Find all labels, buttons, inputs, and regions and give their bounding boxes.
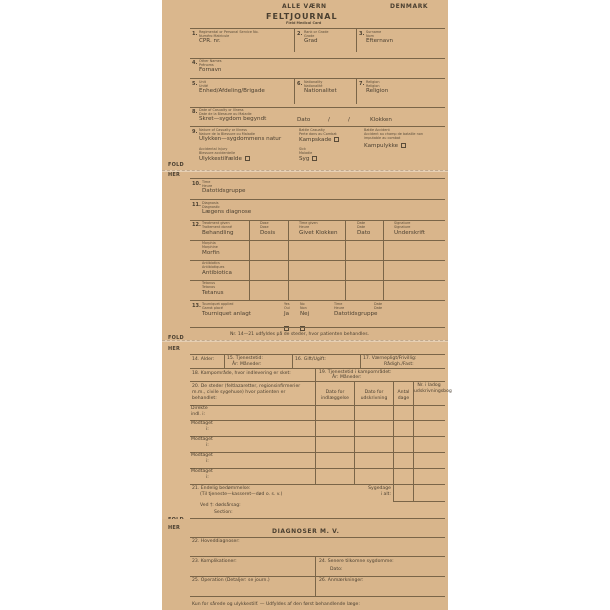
row-antibiotics[interactable]: Antibiotics Antibiotiques Antibiotica (202, 261, 232, 276)
fold-label: HER (168, 346, 181, 352)
field-combat-area[interactable]: 18. Kampområde, hvor indlevering er sket: (192, 371, 291, 376)
card-subtitle: Field Medical Card (286, 21, 322, 25)
field-rank[interactable]: Grad (304, 38, 318, 44)
tourniquet-time: Time Heure (334, 302, 345, 310)
instruction-note: Nr. 14—21 udfyldes på de steder, hvor patienten behandles. (230, 332, 370, 337)
field-combat-service[interactable]: 19. Tjenestetid i kampområdet: (319, 370, 392, 375)
field-first-name[interactable]: Fornavn (199, 67, 222, 73)
treatment-places-label: 20. De steder (feltlazaretter, regionsinfirmerier m.m., civile sygehuse) hvor patienten er behandlet: (192, 384, 301, 401)
tourniquet-date: Date Date (374, 302, 383, 310)
field-remarks[interactable]: 26. Anmærkninger: (319, 578, 364, 583)
fold-label: FOLD (168, 162, 184, 168)
service-label: ALLE VÆRN (282, 3, 327, 10)
field-unit[interactable]: Enhed/Afdeling/Brigade (199, 88, 265, 94)
field-nationality[interactable]: Nationalitet (304, 88, 337, 94)
row-received[interactable]: Modtaget i: (191, 421, 213, 432)
col-signature: Signature Signature Underskrift (394, 221, 426, 236)
field-complications[interactable]: 23. Komplikationer: (192, 559, 237, 564)
tourniquet-yes[interactable]: Yes Oui Ja (284, 303, 290, 337)
field-date[interactable]: Dato (297, 117, 311, 123)
footer-note: Kun for sårede og ulykkestilf. — Udfyldes af den først behandlende læge: (192, 602, 360, 607)
fold-label: HER (168, 172, 181, 178)
row-direct-admission[interactable]: Direkte indl. i: (191, 406, 208, 417)
row-received[interactable]: Modtaget i: (191, 469, 213, 480)
field-operation[interactable]: 25. Operation (Detaljer: se journ.) (192, 578, 270, 583)
card-panel-1: ALLE VÆRN DENMARK FELTJOURNAL Field Medical Card 1. Regimental or Personal Service No. Numéro Matricule CPR. nr. 2. Rank or Grade Grade Grad 3. Surname Nom Efternavn 4. Other Names Prénoms Fornavn 5. Unit Unité Enhed/Afdeling/Brigade 6. Nationality Nationalité Nationalitet 7. Religion Religion Religion 8. Date of Casualty or Illness Date de la Blessure ou Maladie Skret—sygdom begyndt Dato / / Klokken 9. Nature of Casualty or Illness Nature de la Blessure ou Maladie Ulykken—sygdommens natur Battle Casualty Perte dans au Combat Kampskade Battle Accident Accident au champ de bataille non imputable au combat Kampulykke Accidental Injury Blessure accidentelle Ulykkestilfælde Sick Maladie Syg FOLD (162, 0, 448, 172)
field-main-diagnoses[interactable]: 22. Hoveddiagnoser: (192, 539, 240, 544)
option-sick[interactable]: Syg (299, 156, 317, 163)
tourniquet-no[interactable]: No Non Nej (300, 303, 309, 337)
field-medical-card (162, 0, 452, 610)
field-time[interactable]: Klokken (370, 117, 392, 123)
checkbox-icon[interactable] (334, 137, 339, 142)
checkbox-icon[interactable] (245, 156, 250, 161)
fold-label: FOLD (168, 335, 184, 341)
col-date: Date Date Dato (357, 221, 371, 236)
row-tetanus[interactable]: Tetanus Tetanos Tetanus (202, 281, 224, 296)
card-panel-3: HER 14. Alder: 15. Tjenestetid: År: Måneder: 16. Gift/Ugift: 17. Værnepligt/Frivillig: Rådigh./Fast: 18. Kampområde, hvor indlevering er sket: 19. Tjenestetid i kampområdet: År: Måneder: 20. De steder (feltlazaretter, regionsinfirmerier m.m., civile sygehuse) hvor patienten er behandlet: Dato for indlæggelse Dato for udskrivning Antal dage Nr. i ladog udskrivningsbog Direkte indl. i: Modtaget i: Modtaget i: Modtaget i: Modtaget i: 21. Endelig bedømmelse: (Til tjeneste—kasseret—død o. s. v.) Sygedage i alt: Ved †: dødsårsag: Section: (162, 342, 448, 519)
field-cpr[interactable]: CPR. nr. (199, 38, 221, 44)
col-dose: Dose Dose Dosis (260, 221, 276, 236)
field-dtg[interactable]: Datotidsgruppe (202, 188, 246, 194)
final-assessment[interactable]: 21. Endelig bedømmelse: (192, 486, 251, 491)
checkbox-icon[interactable] (401, 143, 406, 148)
field-religion[interactable]: Religion (366, 88, 389, 94)
row-received[interactable]: Modtaget i: (191, 437, 213, 448)
field-later-illnesses[interactable]: 24. Senere tilkomne sygdomme: (319, 559, 394, 564)
row-received[interactable]: Modtaget i: (191, 453, 213, 464)
fold-label: HER (168, 525, 181, 531)
field-section[interactable]: Section: (214, 510, 233, 515)
country-label: DENMARK (390, 3, 429, 10)
card-panel-2: HER 10. Time Heure Datotidsgruppe 11. Diagnosis Diagnostic Lægens diagnose 12. Treatment given Traitement donné Behandling Dose Dose Dosis Time given Heure Givet Klokken Date Date Dato Signature Signature Underskrift Morphia Morphine Morfin Antibiotics Antibiotiques Antibiotica Tetanus Tetanos Tetanus 13. Tourniquet applied Garrot placé Tourniquet anlagt Yes Oui Ja No Non Nej Time Heure Date Date Datotidsgruppe Nr. 14—21 udfyldes på de steder, hvor patienten behandles. (162, 172, 448, 342)
field-surname[interactable]: Efternavn (366, 38, 394, 44)
field-tourniquet-dtg[interactable]: Datotidsgruppe (334, 311, 378, 317)
diagnoses-title: DIAGNOSER M. V. (272, 528, 340, 535)
card-panel-4: HER DIAGNOSER M. V. 22. Hoveddiagnoser: 23. Komplikationer: 24. Senere tilkomne sygdomme: Dato: 25. Operation (Detaljer: se journ.) 26. Anmærkninger: Kun for sårede og ulykkestilf. — Udfyldes af den først behandlende læge: (162, 519, 448, 610)
field-service-type[interactable]: 17. Værnepligt/Frivillig: (363, 356, 417, 361)
card-title: FELTJOURNAL (266, 12, 338, 21)
option-battle-casualty[interactable]: Kampskade (299, 137, 339, 144)
checkbox-icon[interactable] (312, 156, 317, 161)
field-age[interactable]: 14. Alder: (192, 357, 215, 362)
option-accidental-injury[interactable]: Ulykkestilfælde (199, 156, 250, 163)
row-morphia[interactable]: Morphia Morphine Morfin (202, 241, 220, 256)
field-diagnosis[interactable]: Lægens diagnose (202, 209, 252, 215)
col-treatment: Treatment given Traitement donné Behandling (202, 221, 234, 236)
field-marital-status[interactable]: 16. Gift/Ugift: (295, 357, 326, 362)
option-battle-accident[interactable]: Kampulykke (364, 143, 406, 150)
field-service-time[interactable]: 15. Tjenestetid: (227, 356, 263, 361)
tourniquet-label: Tourniquet applied Garrot placé Tourniquet anlagt (202, 302, 251, 317)
field-cause-of-death[interactable]: Ved †: dødsårsag: (200, 503, 241, 508)
col-time-given: Time given Heure Givet Klokken (299, 221, 338, 236)
